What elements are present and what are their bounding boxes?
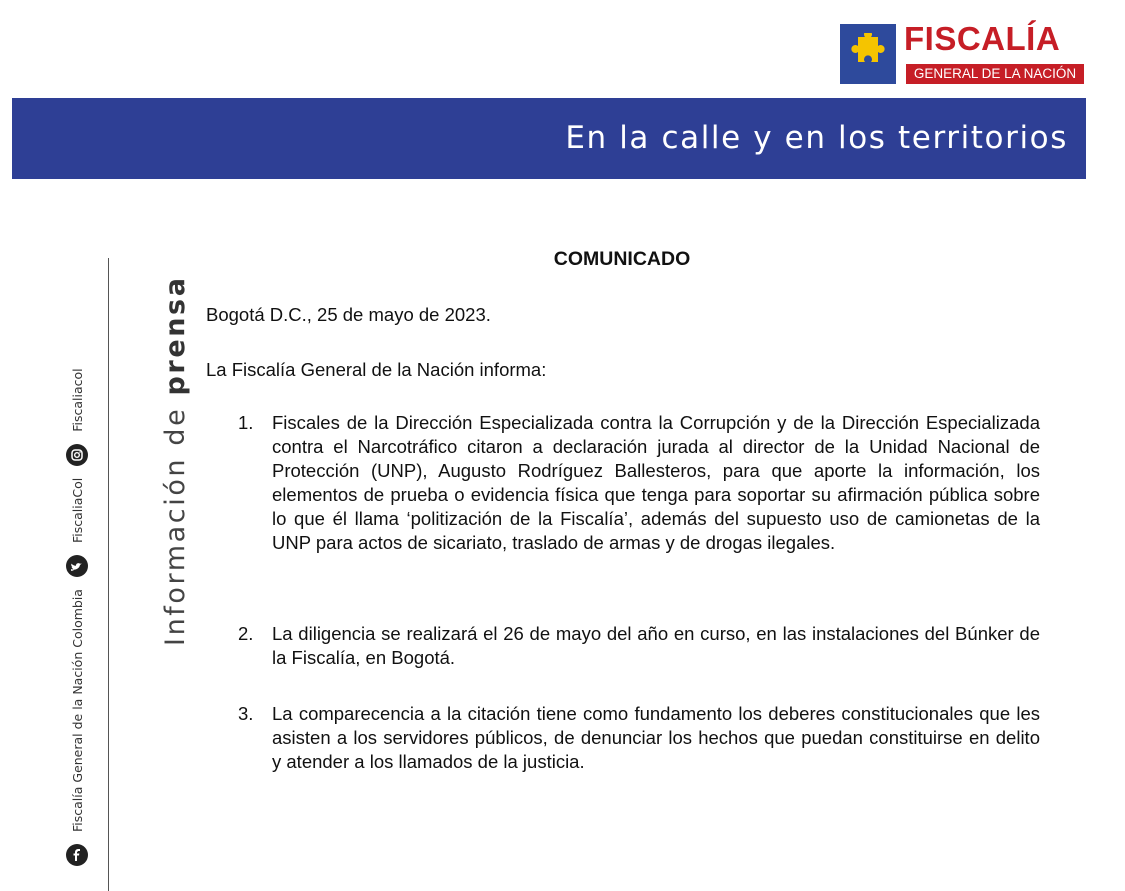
list-item-number: 2. — [238, 623, 254, 644]
list-item-number: 3. — [238, 703, 254, 724]
list-item — [238, 622, 1040, 670]
intro-line: La Fiscalía General de la Nación informa: — [206, 359, 547, 380]
logo-square — [840, 24, 896, 84]
banner-slogan: En la calle y en los territorios — [565, 120, 1068, 156]
press-label — [160, 275, 191, 646]
list-item-text: La diligencia se realizará el 26 de mayo del año en curso, en las instalaciones del Búnker de la Fiscalía, en Bogotá. — [272, 623, 1040, 669]
sidebar-twitter-handle: FiscaliaCol — [69, 477, 85, 544]
logo-subtitle: GENERAL DE LA NACIÓN — [906, 64, 1084, 84]
press-label-light: Información de — [160, 406, 191, 646]
list-item — [238, 702, 1040, 774]
logo-name: FISCALÍA — [904, 20, 1061, 57]
sidebar-instagram-handle: Fiscaliacol — [69, 368, 85, 432]
sidebar-social — [66, 368, 88, 878]
sidebar-divider — [108, 258, 109, 891]
twitter-icon — [66, 555, 88, 577]
puzzle-piece-icon — [848, 33, 888, 75]
list-item-text: Fiscales de la Dirección Especializada contra la Corrupción y de la Dirección Especializada contra el Narcotráfico citaron a declaración jurada al director de la Unidad Nacional de Protección (UNP), Augusto Rodríguez Ballesteros, para que aporte la información, los elementos de prueba o evidencia física que tenga para soportar su afirmación pública sobre lo que él llama ‘politización de la Fiscalía’, además del supuesto uso de camionetas de la UNP para actos de sicariato, traslado de armas y de drogas ilegales. — [272, 412, 1040, 554]
facebook-icon — [66, 844, 88, 866]
press-label-bold: prensa — [160, 275, 191, 396]
list-item-number: 1. — [238, 412, 254, 433]
document-title: COMUNICADO — [553, 248, 691, 270]
sidebar-org-name: Fiscalía General de la Nación Colombia — [69, 589, 85, 832]
list-item — [238, 411, 1040, 556]
instagram-icon — [66, 444, 88, 466]
slogan-banner — [12, 98, 1086, 179]
fiscalia-logo — [840, 20, 1086, 86]
date-line: Bogotá D.C., 25 de mayo de 2023. — [206, 304, 491, 325]
list-item-text: La comparecencia a la citación tiene como fundamento los deberes constitucionales que les asisten a los servidores públicos, de denunciar los hechos que puedan constituirse en delito y atender a los llamados de la justicia. — [272, 703, 1040, 773]
